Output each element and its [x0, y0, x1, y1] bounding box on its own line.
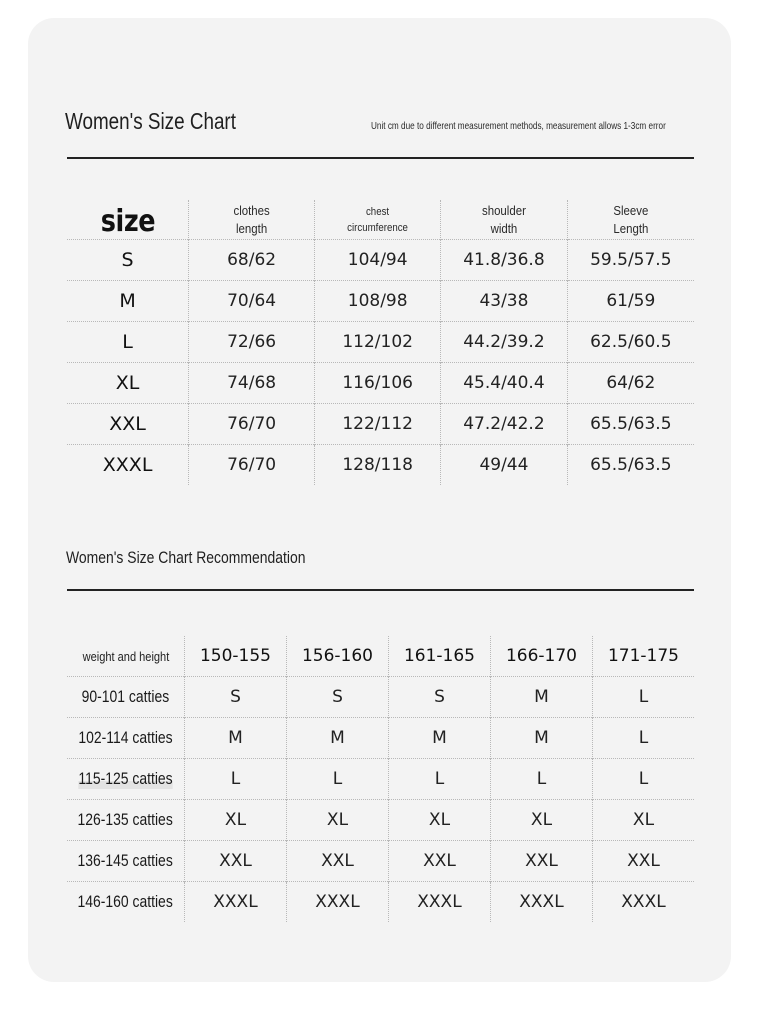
recommended-size-cell: M	[490, 677, 592, 718]
recommendation-header-row	[67, 636, 694, 677]
weight-row	[67, 800, 694, 841]
height-range-header: 171-175	[592, 636, 694, 677]
recommended-size-cell: XL	[388, 800, 490, 841]
recommended-size-cell: XXL	[490, 841, 592, 882]
recommended-size-cell: XXL	[388, 841, 490, 882]
recommended-size-cell: L	[286, 759, 388, 800]
measurement-cell: 62.5/60.5	[567, 322, 694, 363]
recommended-size-cell: S	[388, 677, 490, 718]
height-range-header: 166-170	[490, 636, 592, 677]
shoulder-width-header: shoulder width	[441, 200, 567, 240]
recommendation-divider	[67, 589, 694, 591]
weight-label-cell	[67, 759, 184, 800]
recommended-size-cell: L	[184, 759, 286, 800]
recommended-size-cell: XL	[184, 800, 286, 841]
size-row	[67, 445, 694, 486]
measurement-cell: 116/106	[315, 363, 441, 404]
measurement-cell: 44.2/39.2	[441, 322, 567, 363]
weight-label-cell	[67, 841, 184, 882]
title-divider	[67, 157, 694, 159]
size-label: M	[67, 281, 189, 322]
size-chart-table	[67, 200, 694, 485]
measurement-cell: 76/70	[189, 404, 315, 445]
recommended-size-cell: L	[592, 718, 694, 759]
measurement-cell: 112/102	[315, 322, 441, 363]
weight-row	[67, 882, 694, 923]
recommended-size-cell: L	[592, 677, 694, 718]
size-row	[67, 281, 694, 322]
size-chart-title: Women's Size Chart	[65, 108, 236, 134]
weight-row	[67, 718, 694, 759]
recommended-size-cell: M	[490, 718, 592, 759]
measurement-cell: 45.4/40.4	[441, 363, 567, 404]
weight-label-cell	[67, 718, 184, 759]
height-range-header: 161-165	[388, 636, 490, 677]
size-label: S	[67, 240, 189, 281]
size-label: L	[67, 322, 189, 363]
measurement-note: Unit cm due to different measurement methods, measurement allows 1-3cm error	[371, 120, 666, 132]
recommended-size-cell: L	[592, 759, 694, 800]
size-label: XL	[67, 363, 189, 404]
size-row	[67, 363, 694, 404]
measurement-cell: 65.5/63.5	[567, 404, 694, 445]
weight-height-header: weight and height	[82, 649, 169, 664]
height-range-header: 150-155	[184, 636, 286, 677]
measurement-cell: 47.2/42.2	[441, 404, 567, 445]
recommended-size-cell: M	[388, 718, 490, 759]
recommended-size-cell: XXXL	[286, 882, 388, 923]
height-range-header: 156-160	[286, 636, 388, 677]
weight-row	[67, 841, 694, 882]
weight-label: 126-135 catties	[77, 810, 174, 829]
size-column-header: size	[100, 204, 155, 239]
size-row	[67, 322, 694, 363]
measurement-cell: 108/98	[315, 281, 441, 322]
measurement-cell: 43/38	[441, 281, 567, 322]
recommended-size-cell: XXXL	[388, 882, 490, 923]
recommendation-table	[67, 636, 694, 922]
measurement-cell: 59.5/57.5	[567, 240, 694, 281]
size-row	[67, 240, 694, 281]
weight-label: 136-145 catties	[77, 851, 174, 870]
weight-label: 102-114 catties	[78, 728, 173, 747]
measurement-cell: 49/44	[441, 445, 567, 486]
measurement-cell: 68/62	[189, 240, 315, 281]
recommended-size-cell: M	[184, 718, 286, 759]
size-label: XXL	[67, 404, 189, 445]
measurement-cell: 72/66	[189, 322, 315, 363]
recommended-size-cell: XL	[592, 800, 694, 841]
recommended-size-cell: L	[490, 759, 592, 800]
size-label: XXXL	[67, 445, 189, 486]
measurement-cell: 41.8/36.8	[441, 240, 567, 281]
measurement-cell: 70/64	[189, 281, 315, 322]
weight-label-cell	[67, 677, 184, 718]
weight-label: 90-101 catties	[81, 687, 170, 706]
measurement-cell: 122/112	[315, 404, 441, 445]
measurement-cell: 74/68	[189, 363, 315, 404]
size-chart-header-row	[67, 200, 694, 240]
recommended-size-cell: XXL	[592, 841, 694, 882]
weight-row	[67, 677, 694, 718]
measurement-cell: 104/94	[315, 240, 441, 281]
recommended-size-cell: S	[184, 677, 286, 718]
weight-label-cell	[67, 882, 184, 923]
recommended-size-cell: XXXL	[592, 882, 694, 923]
sleeve-length-header: Sleeve Length	[567, 200, 694, 240]
weight-label: 115-125 catties	[78, 769, 173, 788]
weight-label: 146-160 catties	[77, 892, 174, 911]
measurement-cell: 65.5/63.5	[567, 445, 694, 486]
chest-circumference-header: chest circumference	[315, 200, 441, 240]
recommended-size-cell: XXL	[184, 841, 286, 882]
weight-row	[67, 759, 694, 800]
recommended-size-cell: S	[286, 677, 388, 718]
recommended-size-cell: XXL	[286, 841, 388, 882]
recommendation-title: Women's Size Chart Recommendation	[66, 548, 306, 567]
recommended-size-cell: M	[286, 718, 388, 759]
size-row	[67, 404, 694, 445]
clothes-length-header: clothes length	[189, 200, 315, 240]
recommended-size-cell: L	[388, 759, 490, 800]
weight-label-cell	[67, 800, 184, 841]
recommended-size-cell: XL	[286, 800, 388, 841]
measurement-cell: 61/59	[567, 281, 694, 322]
recommended-size-cell: XXXL	[184, 882, 286, 923]
measurement-cell: 64/62	[567, 363, 694, 404]
recommended-size-cell: XXXL	[490, 882, 592, 923]
measurement-cell: 76/70	[189, 445, 315, 486]
recommended-size-cell: XL	[490, 800, 592, 841]
measurement-cell: 128/118	[315, 445, 441, 486]
